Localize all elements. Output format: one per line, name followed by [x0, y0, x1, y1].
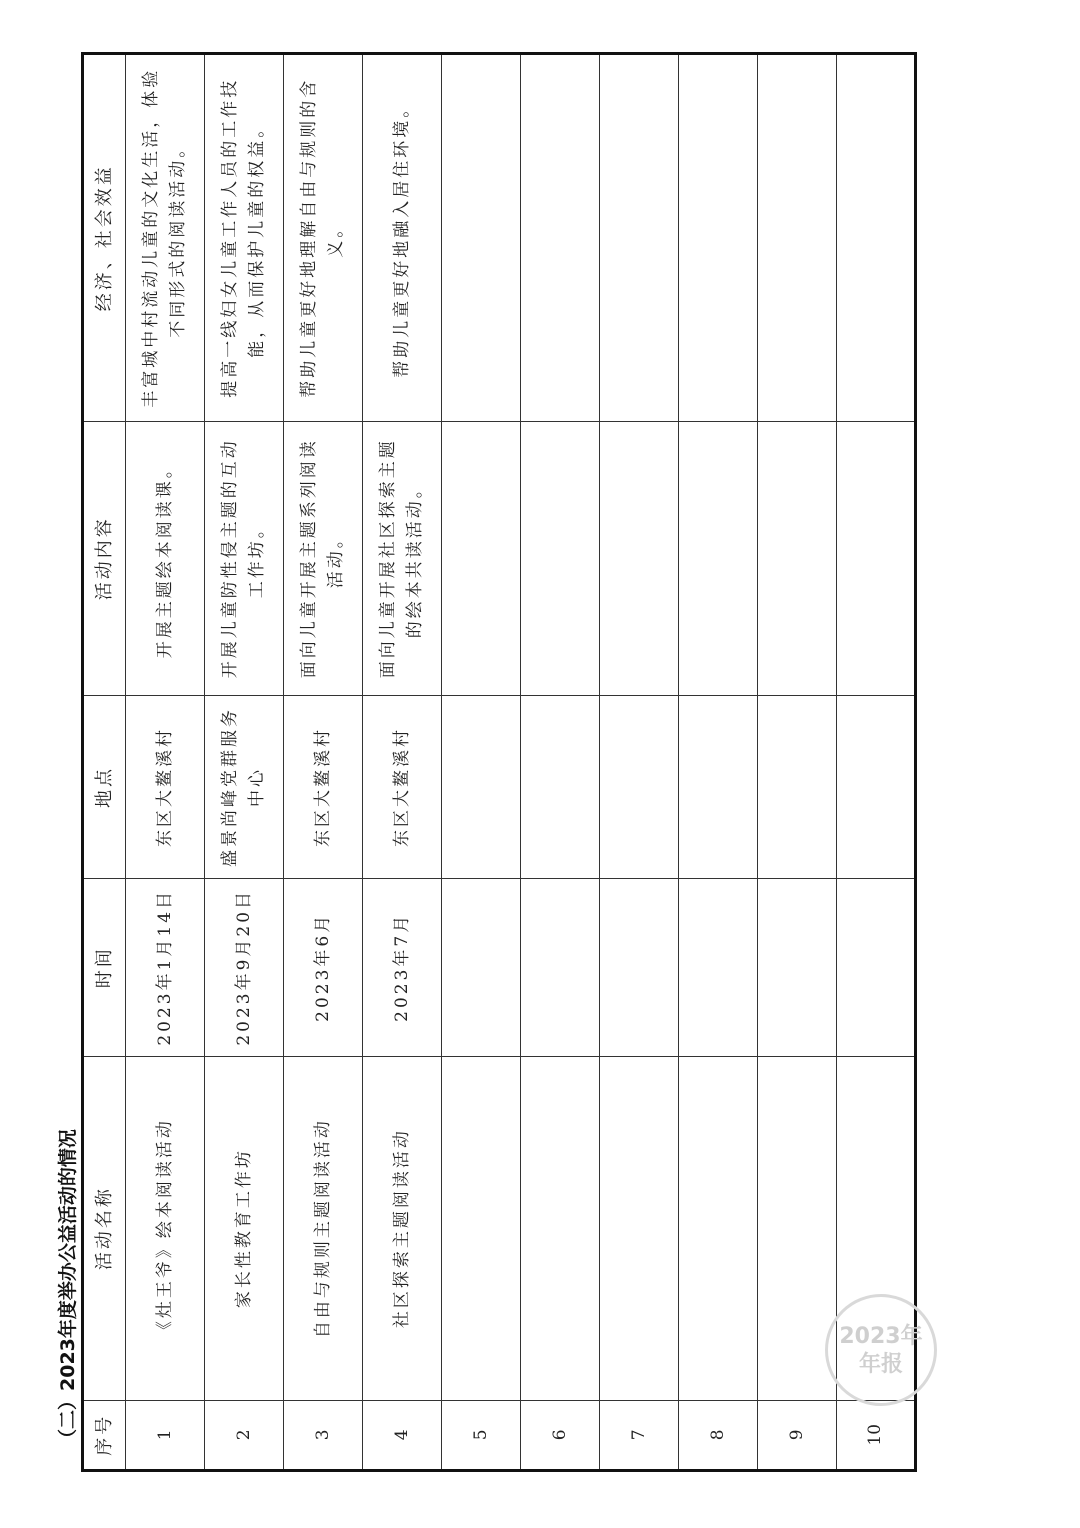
cell-no: 9 — [758, 1400, 837, 1470]
cell-name: 《灶王爷》绘本阅读活动 — [126, 1056, 205, 1400]
table-row — [837, 54, 916, 1471]
watermark-line-report: 年报 — [858, 1352, 903, 1377]
cell-content: 开展儿童防性侵主题的互动工作坊。 — [205, 421, 284, 695]
cell-location — [600, 695, 679, 878]
cell-time: 2023年9月20日 — [205, 878, 284, 1056]
cell-content — [600, 421, 679, 695]
cell-time — [521, 878, 600, 1056]
cell-location — [758, 695, 837, 878]
cell-name: 家长性教育工作坊 — [205, 1056, 284, 1400]
header-location: 地点 — [83, 695, 126, 878]
cell-time: 2023年6月 — [284, 878, 363, 1056]
cell-benefit — [442, 54, 521, 422]
cell-no: 5 — [442, 1400, 521, 1470]
cell-benefit: 丰富城中村流动儿童的文化生活，体验不同形式的阅读活动。 — [126, 54, 205, 422]
cell-content: 开展主题绘本阅读课。 — [126, 421, 205, 695]
cell-benefit: 帮助儿童更好地理解自由与规则的含义。 — [284, 54, 363, 422]
cell-time — [600, 878, 679, 1056]
watermark-line-year: 2023年 — [839, 1324, 923, 1349]
cell-benefit — [679, 54, 758, 422]
cell-time — [837, 878, 916, 1056]
table-row — [600, 54, 679, 1471]
cell-content — [521, 421, 600, 695]
cell-name — [600, 1056, 679, 1400]
cell-location: 东区大鳌溪村 — [126, 695, 205, 878]
cell-location — [521, 695, 600, 878]
table-row — [442, 54, 521, 1471]
cell-no: 1 — [126, 1400, 205, 1470]
cell-location: 东区大鳌溪村 — [363, 695, 442, 878]
table-row — [363, 54, 442, 1471]
rotated-page — [55, 0, 915, 1472]
cell-no: 7 — [600, 1400, 679, 1470]
activity-table — [81, 52, 939, 1472]
cell-name: 自由与规则主题阅读活动 — [284, 1056, 363, 1400]
cell-location: 东区大鳌溪村 — [284, 695, 363, 878]
cell-no: 3 — [284, 1400, 363, 1470]
cell-time — [679, 878, 758, 1056]
cell-benefit — [837, 54, 916, 422]
cell-location — [679, 695, 758, 878]
cell-time — [758, 878, 837, 1056]
section-title: （二）2023年度举办公益活动的情况 — [57, 1129, 79, 1448]
header-benefit: 经济、社会效益 — [83, 54, 126, 422]
table-row — [205, 54, 284, 1471]
cell-content — [758, 421, 837, 695]
header-content: 活动内容 — [83, 421, 126, 695]
cell-content — [837, 421, 916, 695]
cell-content — [442, 421, 521, 695]
cell-content — [679, 421, 758, 695]
cell-no: 8 — [679, 1400, 758, 1470]
table-row — [521, 54, 600, 1471]
activity-table-grid — [81, 52, 917, 1472]
cell-no: 10 — [837, 1400, 916, 1470]
cell-no: 4 — [363, 1400, 442, 1470]
header-name: 活动名称 — [83, 1056, 126, 1400]
cell-name — [442, 1056, 521, 1400]
cell-benefit — [521, 54, 600, 422]
cell-time: 2023年1月14日 — [126, 878, 205, 1056]
table-row — [284, 54, 363, 1471]
cell-benefit — [600, 54, 679, 422]
header-no: 序号 — [83, 1400, 126, 1470]
cell-name — [679, 1056, 758, 1400]
cell-no: 2 — [205, 1400, 284, 1470]
table-row — [126, 54, 205, 1471]
cell-content: 面向儿童开展主题系列阅读活动。 — [284, 421, 363, 695]
annual-report-watermark-stamp — [825, 1294, 937, 1406]
cell-time — [442, 878, 521, 1056]
table-row — [758, 54, 837, 1471]
cell-no: 6 — [521, 1400, 600, 1470]
cell-location: 盛景尚峰党群服务中心 — [205, 695, 284, 878]
cell-benefit — [758, 54, 837, 422]
cell-benefit: 提高一线妇女儿童工作人员的工作技能，从而保护儿童的权益。 — [205, 54, 284, 422]
table-header-row — [83, 54, 126, 1471]
cell-content: 面向儿童开展社区探索主题的绘本共读活动。 — [363, 421, 442, 695]
cell-name — [521, 1056, 600, 1400]
cell-name: 社区探索主题阅读活动 — [363, 1056, 442, 1400]
header-time: 时间 — [83, 878, 126, 1056]
cell-time: 2023年7月 — [363, 878, 442, 1056]
table-row — [679, 54, 758, 1471]
cell-location — [442, 695, 521, 878]
cell-benefit: 帮助儿童更好地融入居住环境。 — [363, 54, 442, 422]
cell-location — [837, 695, 916, 878]
